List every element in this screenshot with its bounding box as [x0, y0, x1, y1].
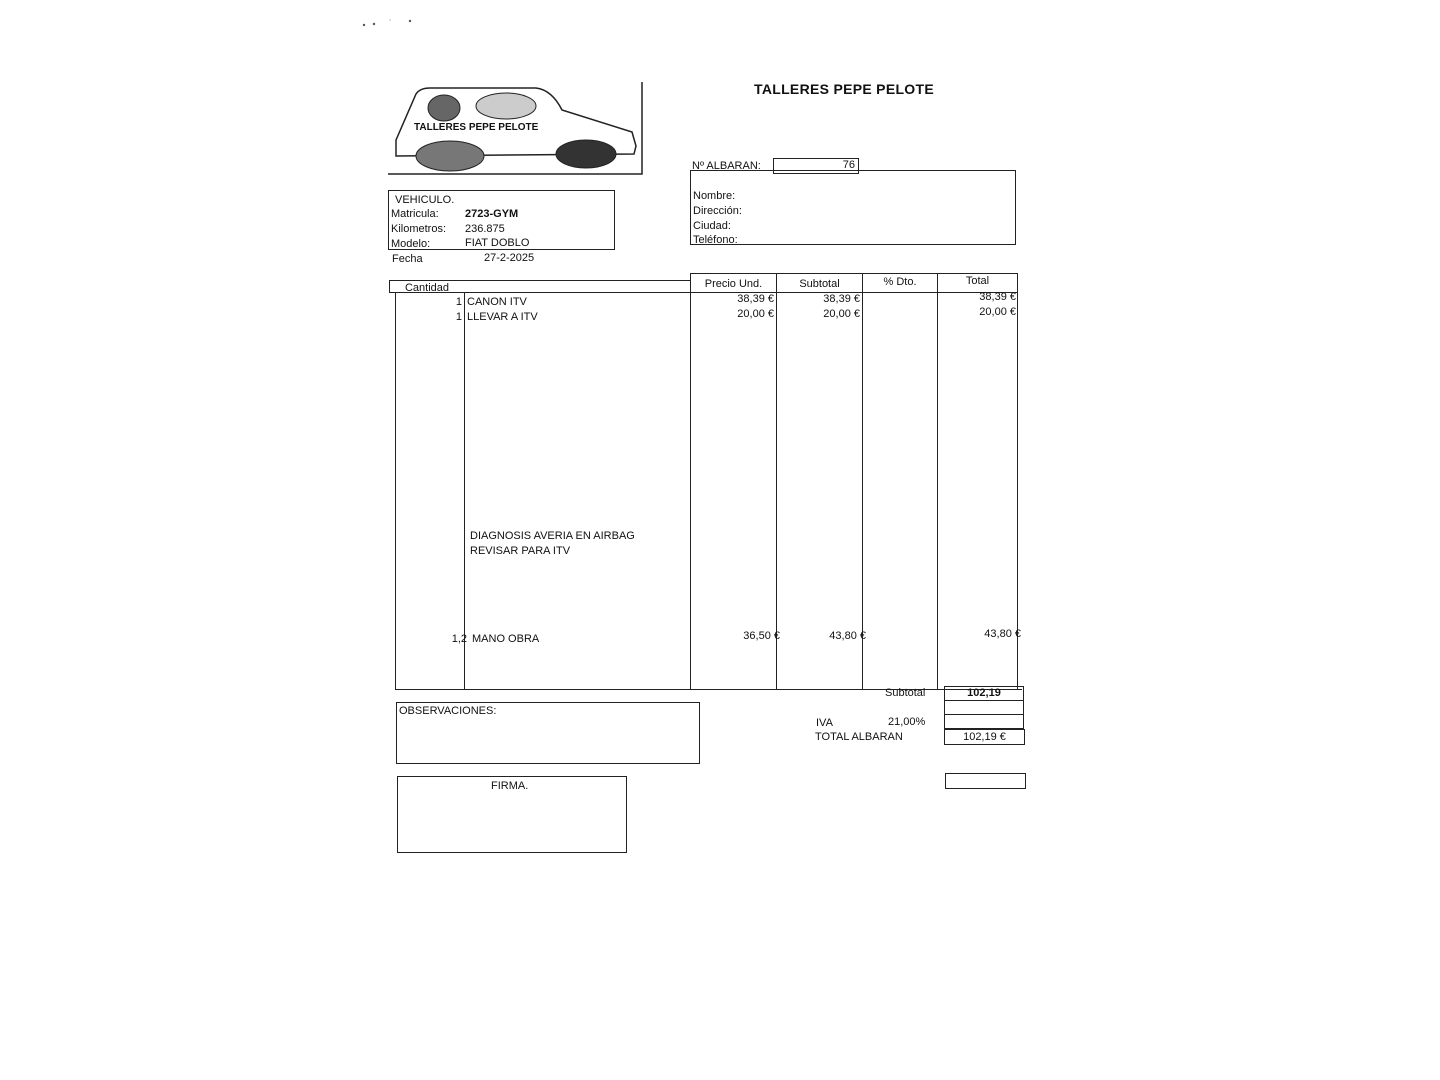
matricula-value: 2723-GYM [465, 208, 519, 220]
observaciones-label: OBSERVACIONES: [399, 705, 497, 717]
albaran-number: 76 [842, 159, 855, 171]
subtotal-value: 102,19 [967, 687, 1001, 699]
row-qty: 1 [455, 311, 462, 323]
scan-specks [360, 16, 420, 28]
row-qty: 1 [455, 296, 462, 308]
labour-total: 43,80 € [984, 628, 1021, 640]
nombre-label: Nombre: [693, 190, 736, 202]
table-top-border-left [389, 280, 690, 281]
col-divider-desc [690, 273, 691, 690]
table-top-border-right [690, 273, 1018, 274]
labour-desc: MANO OBRA [472, 633, 540, 645]
company-logo [386, 80, 644, 176]
iva-label: IVA [816, 717, 833, 729]
labour-subtotal: 43,80 € [829, 630, 866, 642]
row-desc: LLEVAR A ITV [467, 311, 538, 323]
note-line: DIAGNOSIS AVERIA EN AIRBAG [470, 530, 635, 542]
albaran-label: Nº ALBARAN: [692, 160, 761, 172]
col-divider-qty [464, 292, 465, 690]
kilometros-value: 236.875 [465, 223, 505, 235]
total-label: TOTAL ALBARAN [815, 731, 903, 743]
col-divider-price [776, 273, 777, 690]
header-subtotal: Subtotal [799, 278, 840, 290]
header-dto: % Dto. [883, 276, 917, 288]
col-divider-dto [937, 273, 938, 690]
matricula-label: Matricula: [391, 208, 439, 220]
iva-field [944, 714, 1024, 729]
total-value: 102,19 € [963, 731, 1006, 743]
header-precio: Precio Und. [704, 278, 763, 290]
company-title: TALLERES PEPE PELOTE [754, 81, 934, 97]
direccion-label: Dirección: [693, 205, 742, 217]
note-line: REVISAR PARA ITV [470, 545, 571, 557]
subtotal-label: Subtotal [885, 687, 926, 699]
labour-qty: 1,2 [451, 633, 467, 645]
modelo-label: Modelo: [391, 238, 431, 250]
labour-price: 36,50 € [743, 630, 780, 642]
client-box [690, 170, 1016, 245]
kilometros-label: Kilometros: [391, 223, 447, 235]
modelo-value: FIAT DOBLO [465, 237, 530, 249]
vehicle-box [388, 190, 615, 250]
table-bottom-border [395, 689, 1022, 690]
iva-rate: 21,00% [888, 716, 926, 728]
header-cantidad: Cantidad [404, 282, 450, 294]
row-price: 38,39 € [737, 293, 774, 305]
vehicle-heading: VEHICULO. [395, 194, 455, 206]
stamp-box [945, 773, 1026, 789]
row-desc: CANON ITV [467, 296, 527, 308]
firma-label: FIRMA. [491, 780, 529, 792]
total-field [944, 729, 1025, 745]
col-divider-subtotal [862, 273, 863, 690]
table-left-border-body [395, 292, 396, 690]
telefono-label: Teléfono: [693, 234, 738, 246]
firma-box [397, 776, 627, 853]
ciudad-label: Ciudad: [693, 220, 731, 232]
row-total: 20,00 € [979, 306, 1016, 318]
row-subtotal: 20,00 € [823, 308, 860, 320]
blank-total-field [944, 700, 1024, 715]
logo-text: TALLERES PEPE PELOTE [414, 122, 539, 133]
fecha-label: Fecha [392, 253, 423, 265]
row-subtotal: 38,39 € [823, 293, 860, 305]
row-price: 20,00 € [737, 308, 774, 320]
fecha-value: 27-2-2025 [484, 252, 535, 264]
subtotal-field [944, 686, 1024, 701]
row-total: 38,39 € [979, 291, 1016, 303]
header-total: Total [965, 275, 990, 287]
observaciones-box [396, 702, 700, 764]
